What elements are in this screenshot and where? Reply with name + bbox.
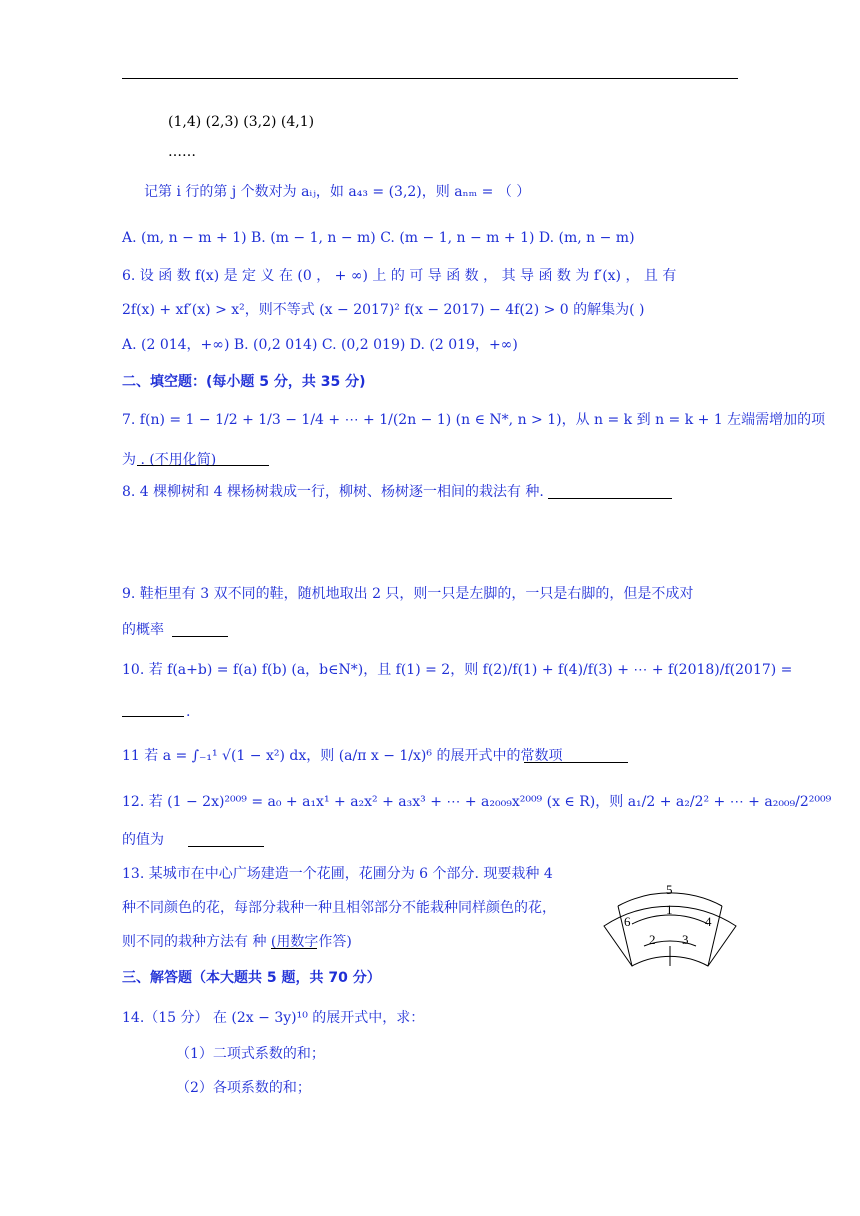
q12-line2: 的值为: [122, 832, 164, 848]
q7-answer-blank: [137, 451, 269, 466]
q8-answer-blank: [548, 484, 672, 499]
q14-part1: （1）二项式系数的和；: [176, 1046, 325, 1062]
q11-answer-blank: [524, 748, 628, 763]
header-rule: [122, 78, 738, 79]
region-label-3: 3: [682, 932, 689, 947]
q9-line1: 9. 鞋柜里有 3 双不同的鞋，随机地取出 2 只，则一只是左脚的，一只是右脚的，但是不成对: [122, 586, 694, 602]
q14-part2: （2）各项系数的和；: [176, 1080, 311, 1096]
q5-stem: 记第 i 行的第 j 个数对为 aᵢⱼ，如 a₄₃ = (3,2)，则 aₙₘ = （ ）: [144, 184, 531, 200]
q5-options: A. (m, n − m + 1) B. (m − 1, n − m) C. (m − 1, n − m + 1) D. (m, n − m): [122, 230, 635, 246]
q7-line1: 7. f(n) = 1 − 1/2 + 1/3 − 1/4 + ⋯ + 1/(2n − 1) (n ∈ N*, n > 1)，从 n = k 到 n = k + 1 左端需增加的项: [122, 412, 826, 428]
q12-line1: 12. 若 (1 − 2x)²⁰⁰⁹ = a₀ + a₁x¹ + a₂x² + a₃x³ + ⋯ + a₂₀₀₉x²⁰⁰⁹ (x ∈ R)，则 a₁/2 + a₂/2² + ⋯ + a₂₀₀₉/2²⁰⁰⁹: [122, 794, 832, 810]
q13-answer-blank: [271, 934, 317, 949]
q10-line2: .: [186, 704, 191, 720]
section-solutions: 三、解答题（本大题共 5 题，共 70 分）: [122, 970, 381, 986]
q9-line2: 的概率: [122, 622, 164, 638]
number-pairs-row: (1,4) (2,3) (3,2) (4,1): [168, 114, 315, 130]
q7-line2: 为 . (不用化简): [122, 452, 217, 468]
region-label-2: 2: [649, 932, 656, 947]
q6-line1: 6. 设 函 数 f(x) 是 定 义 在 (0 ， + ∞) 上 的 可 导 函 数 ， 其 导 函 数 为 f′(x) ， 且 有: [122, 268, 677, 284]
flower-bed-diagram: [600, 874, 740, 968]
q12-answer-blank: [188, 832, 264, 847]
region-label-6: 6: [624, 914, 631, 929]
q13-line2: 种不同颜色的花，每部分栽种一种且相邻部分不能栽种同样颜色的花，: [122, 900, 556, 916]
q6-options: A. (2 014，+∞) B. (0,2 014) C. (0,2 019) D. (2 019，+∞): [122, 337, 518, 353]
q9-answer-blank: [172, 622, 228, 637]
region-label-1: 1: [666, 902, 673, 917]
ellipsis: ……: [168, 144, 196, 160]
region-label-4: 4: [705, 914, 712, 929]
q11: 11 若 a = ∫₋₁¹ √(1 − x²) dx，则 (a/π x − 1/x)⁶ 的展开式中的常数项: [122, 748, 563, 764]
q10-line1: 10. 若 f(a+b) = f(a) f(b) (a，b∈N*)，且 f(1) = 2，则 f(2)/f(1) + f(4)/f(3) + ⋯ + f(2018)/f(2017) =: [122, 662, 793, 678]
q8: 8. 4 棵柳树和 4 棵杨树栽成一行，柳树、杨树逐一相间的栽法有 种.: [122, 484, 544, 500]
q6-line2: 2f(x) + xf′(x) > x²，则不等式 (x − 2017)² f(x − 2017) − 4f(2) > 0 的解集为( ): [122, 302, 645, 318]
q13-line1: 13. 某城市在中心广场建造一个花圃，花圃分为 6 个部分. 现要栽种 4: [122, 866, 553, 882]
q13-line3: 则不同的栽种方法有 种 (用数字作答): [122, 934, 352, 950]
q10-answer-blank: [122, 702, 184, 717]
section-fill-in: 二、填空题：(每小题 5 分，共 35 分): [122, 374, 366, 390]
q14-stem: 14.（15 分） 在 (2x − 3y)¹⁰ 的展开式中，求：: [122, 1010, 425, 1026]
region-label-5: 5: [666, 882, 673, 897]
